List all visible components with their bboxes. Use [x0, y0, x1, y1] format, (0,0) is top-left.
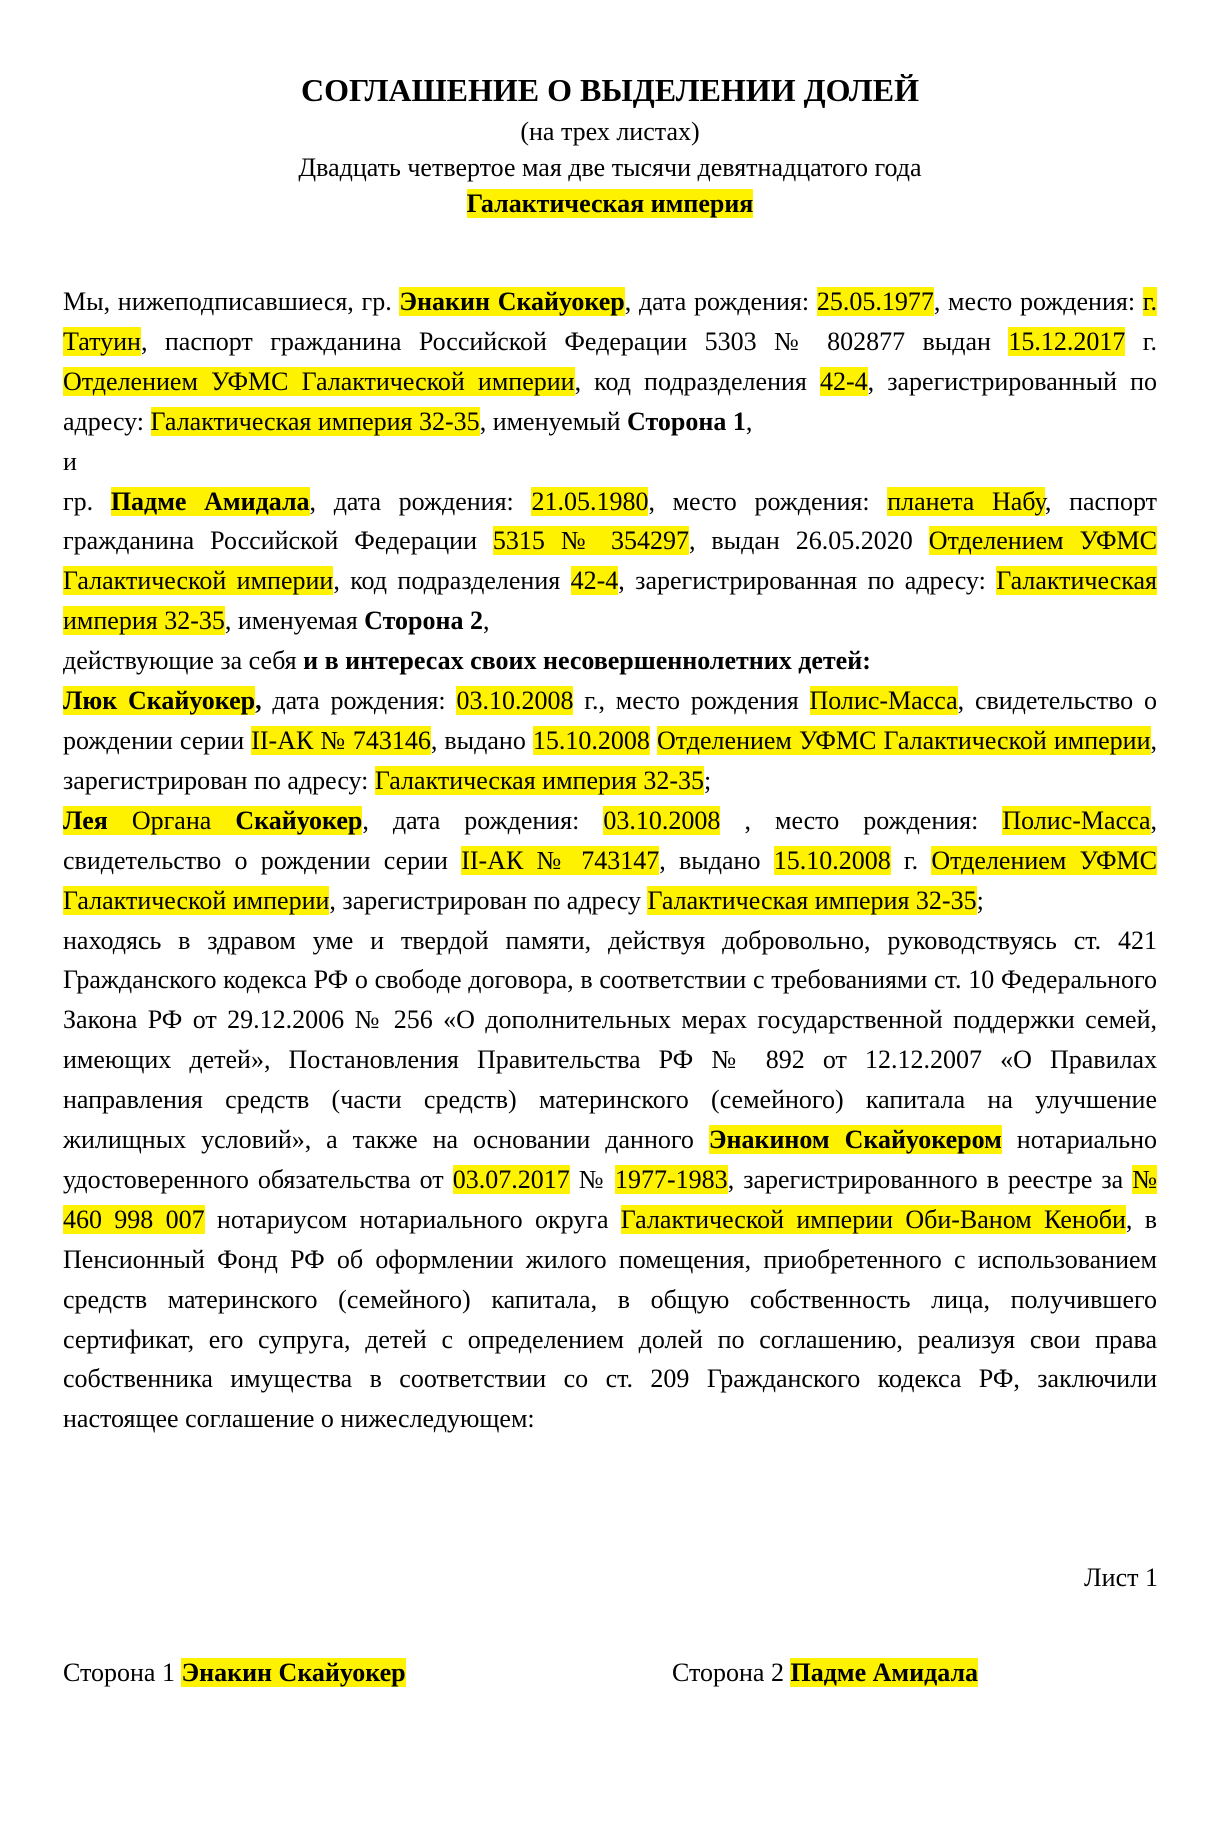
party2-paragraph	[63, 482, 1157, 642]
signature-name: Энакин Скайуокер	[181, 1658, 406, 1687]
text: , зарегистрированная по адресу:	[618, 566, 997, 596]
text: находясь в здравом уме и твердой памяти, действуя добровольно, руководствуясь ст. 421 Гражданского кодекса РФ о свободе договора, в соответствии с требованиями ст. 10 Федерального Закона РФ от 29.12.2006 № 256 «О дополнительных мерах государственной поддержки семей, имеющих детей», Постановления Правительства РФ № 892 от 12.12.2007 «О Правилах направления средств (части средств) материнского (семейного) капитала на улучшение жилищных условий», а также на основании данного	[63, 925, 1157, 1155]
document-date: Двадцать четвертое мая две тысячи девятнадцатого года	[298, 153, 922, 182]
registry-number: № 460 998 007	[63, 1164, 1157, 1234]
text: г.	[1125, 326, 1157, 356]
party2-pob: планета Набу	[887, 486, 1045, 516]
text: , код подразделения	[333, 566, 571, 596]
signature-label: Сторона 1	[63, 1658, 182, 1687]
signature-party1	[63, 1655, 406, 1691]
text: ,	[482, 606, 490, 636]
text: ;	[976, 885, 984, 915]
child2-address: Галактическая империя 32-35	[647, 885, 977, 915]
child2-paragraph	[63, 801, 1157, 921]
text	[650, 726, 657, 755]
child1-certificate: II-АК № 743146	[251, 725, 431, 755]
text: , место рождения:	[933, 287, 1143, 316]
child1-address: Галактическая империя 32-35	[374, 765, 705, 795]
text: ,	[255, 686, 262, 716]
party2-designation: Сторона 2	[364, 606, 483, 636]
party1-designation: Сторона 1	[627, 406, 746, 436]
signature-name: Падме Амидала	[790, 1658, 979, 1687]
party1-issuer: Отделением УФМС Галактической империи	[63, 366, 575, 396]
children-intro-bold: и в интересах своих несовершеннолетних детей:	[303, 646, 871, 676]
signature-party2	[672, 1655, 978, 1691]
document-place: Галактическая империя	[466, 189, 754, 218]
child2-pob: Полис-Масса	[1002, 805, 1151, 835]
conjunction: и	[63, 446, 77, 476]
text: , выдан 26.05.2020	[688, 526, 929, 556]
party1-dob: 25.05.1977	[816, 287, 934, 316]
notary-name: Галактической империи Оби-Ваном Кеноби	[620, 1204, 1126, 1234]
document-subtitle: (на трех листах)	[520, 117, 700, 146]
child2-first-name: Лея	[63, 805, 108, 835]
text: , свидетельство о рождении серии	[63, 686, 1157, 755]
text: , место рождения:	[648, 486, 888, 516]
text: , именуемый	[479, 406, 628, 436]
children-intro	[63, 641, 1157, 681]
text: ;	[704, 765, 712, 795]
text: дата рождения:	[261, 686, 457, 716]
party1-paragraph	[63, 282, 1157, 442]
party1-code: 42-4	[819, 366, 868, 396]
text: г., место рождения	[573, 686, 810, 716]
text: , в Пенсионный Фонд РФ об оформлении жилого помещения, приобретенного с использованием средств материнского (семейного) капитала, в общую собственность лица, получившего сертификат, его супруга, детей с определением долей по соглашению, реализуя свои права собственника имущества в соответствии со ст. 209 Гражданского кодекса РФ, заключили настоящее соглашение о нижеследующем:	[63, 1204, 1158, 1434]
child1-issued-date: 15.10.2008	[532, 725, 650, 755]
party1-passport-date: 15.12.2017	[1008, 326, 1126, 356]
text: , код подразделения	[574, 366, 820, 396]
text: , место рождения:	[720, 805, 1003, 835]
text: действующие за себя	[63, 646, 304, 676]
signature-label: Сторона 2	[672, 1658, 791, 1687]
party2-address: Галактическая империя 32-35	[63, 566, 1157, 636]
child2-dob: 03.10.2008	[603, 805, 721, 835]
text: нотариусом нотариального округа	[204, 1204, 621, 1234]
text: , зарегистрирован по адресу:	[63, 725, 1157, 795]
text: Мы, нижеподписавшиеся, гр.	[63, 287, 400, 316]
text: , выдано	[430, 725, 533, 755]
child2-issuer: Отделением УФМС Галактической империи	[63, 845, 1157, 915]
text: , зарегистрированный по адресу:	[63, 366, 1157, 436]
sheet-number: Лист 1	[1084, 1563, 1158, 1592]
text: , свидетельство о рождении серии	[63, 805, 1158, 875]
main-clause-paragraph	[63, 921, 1157, 1440]
party2-issuer: Отделением УФМС Галактической империи	[63, 526, 1157, 596]
text: ,	[745, 406, 753, 436]
text: , именуемая	[224, 606, 365, 636]
text: , выдано	[659, 845, 774, 875]
party1-name: Энакин Скайуокер	[399, 287, 625, 316]
child1-name: Люк Скайуокер	[63, 686, 256, 716]
document-title: СОГЛАШЕНИЕ О ВЫДЕЛЕНИИ ДОЛЕЙ	[301, 72, 919, 108]
child1-pob: Полис-Масса	[809, 686, 958, 716]
obligation-by-name: Энакином Скайуокером	[708, 1125, 1002, 1155]
text: г.	[890, 845, 932, 875]
obligation-number: 1977-1983	[615, 1164, 728, 1194]
child2-issued-date: 15.10.2008	[773, 845, 891, 875]
text: , зарегистрирован по адресу	[329, 885, 648, 915]
child2-last-name: Скайуокер	[235, 805, 363, 835]
child2-middle-name: Органа	[107, 805, 236, 835]
party2-passport: 5315 № 354297	[492, 526, 689, 556]
text: , паспорт гражданина Российской Федерации	[63, 486, 1158, 556]
child1-dob: 03.10.2008	[456, 686, 574, 716]
party2-name: Падме Амидала	[110, 486, 310, 516]
document-place-line	[0, 186, 1220, 222]
text: гр.	[63, 486, 111, 516]
party2-dob: 21.05.1980	[531, 486, 649, 516]
party1-address: Галактическая империя 32-35	[150, 406, 480, 436]
child2-certificate: II-АК № 743147	[461, 845, 660, 875]
party1-pob: г. Татуин	[63, 287, 1157, 356]
child1-issuer: Отделением УФМС Галактической империи	[656, 725, 1151, 755]
obligation-date: 03.07.2017	[452, 1164, 570, 1194]
child1-paragraph	[63, 681, 1157, 801]
text: , дата рождения:	[624, 287, 817, 316]
text: нотариально удостоверенного обязательства от	[63, 1125, 1157, 1194]
text: , дата рождения:	[362, 805, 604, 835]
text: , паспорт гражданина Российской Федерации 5303 № 802877 выдан	[140, 326, 1009, 356]
document-body	[63, 282, 1157, 1439]
party2-code: 42-4	[570, 566, 619, 596]
text: , зарегистрированного в реестре за	[727, 1164, 1133, 1194]
text: №	[569, 1164, 616, 1194]
text: , дата рождения:	[309, 486, 532, 516]
